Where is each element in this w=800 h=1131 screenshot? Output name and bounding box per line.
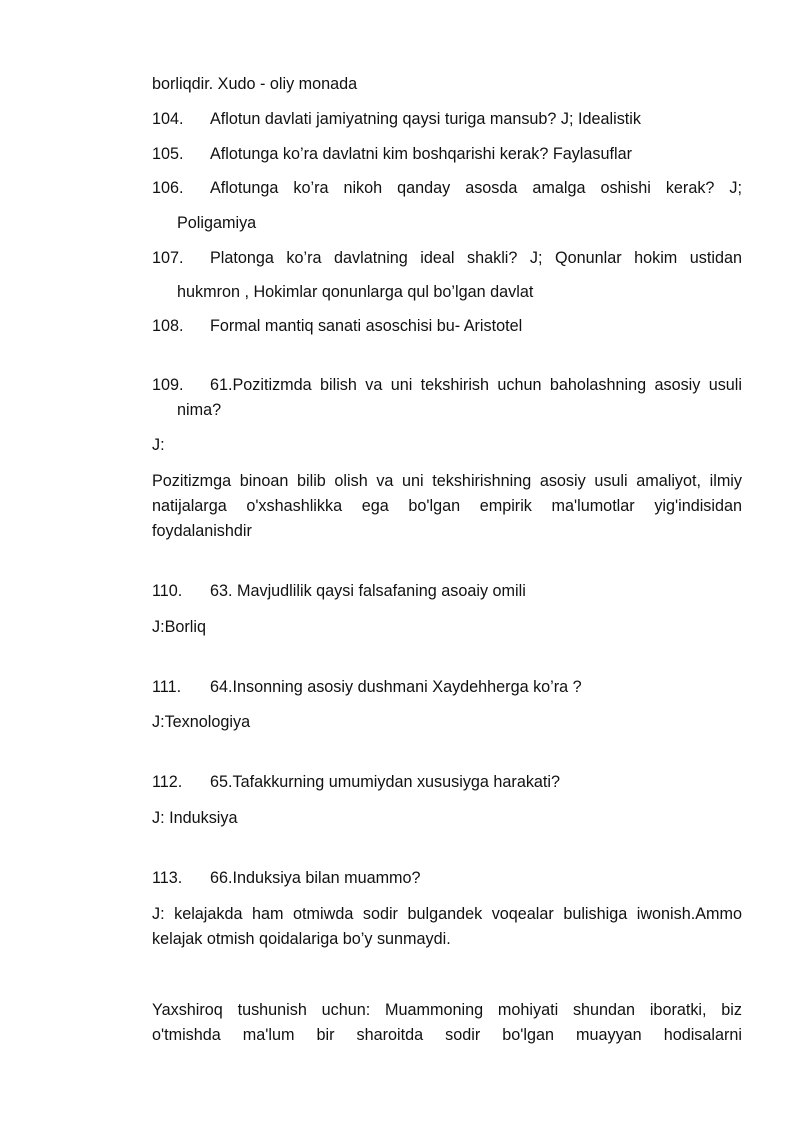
item-number: 105. — [152, 145, 184, 163]
item-number: 109. — [152, 376, 184, 394]
item-text: 63. Mavjudlilik qaysi falsafaning asoaiy omili — [210, 582, 526, 600]
item-number: 107. — [152, 249, 184, 267]
item-continuation: Poligamiya — [177, 214, 257, 232]
intro-line: borliqdir. Xudo - oliy monada — [152, 75, 358, 93]
answer-line: J: kelajakda ham otmiwda sodir bulgandek voqealar bulishiga iwonish.Ammo — [152, 905, 742, 923]
answer-line: J:Borliq — [152, 618, 206, 636]
item-number: 112. — [152, 773, 183, 791]
answer-line: natijalarga o'xshashlikka ega bo'lgan empirik ma'lumotlar yig'indisidan — [152, 497, 742, 515]
answer-line: J: Induksiya — [152, 809, 238, 827]
answer-label: J: — [152, 436, 165, 454]
item-number: 108. — [152, 317, 184, 335]
explanation-line: Yaxshiroq tushunish uchun: Muammoning mohiyati shundan iboratki, biz — [152, 1001, 742, 1019]
item-continuation: nima? — [177, 401, 222, 419]
answer-line: Pozitizmga binoan bilib olish va uni tekshirishning asosiy usuli amaliyot, ilmiy — [152, 472, 742, 490]
item-continuation: hukmron , Hokimlar qonunlarga qul bo’lgan davlat — [177, 283, 534, 301]
item-text: Platonga ko’ra davlatning ideal shakli? J; Qonunlar hokim ustidan — [210, 249, 742, 267]
answer-line: foydalanishdir — [152, 522, 252, 540]
item-text: Formal mantiq sanati asoschisi bu- Aristotel — [210, 317, 523, 335]
item-text: Aflotunga ko’ra davlatni kim boshqarishi kerak? Faylasuflar — [210, 145, 632, 163]
explanation-line: o'tmishda ma'lum bir sharoitda sodir bo'lgan muayyan hodisalarni — [152, 1026, 742, 1044]
item-number: 113. — [152, 869, 183, 887]
item-text: Aflotunga ko’ra nikoh qanday asosda amalga oshishi kerak? J; — [210, 179, 742, 197]
item-number: 110. — [152, 582, 183, 600]
item-number: 104. — [152, 110, 184, 128]
item-text: 66.Induksiya bilan muammo? — [210, 869, 421, 887]
answer-line: kelajak otmish qoidalariga bo’y sunmaydi. — [152, 930, 451, 948]
item-number: 111. — [152, 678, 182, 696]
item-text: 65.Tafakkurning umumiydan xususiyga harakati? — [210, 773, 561, 791]
item-text: Aflotun davlati jamiyatning qaysi turiga mansub? J; Idealistik — [210, 110, 641, 128]
item-number: 106. — [152, 179, 184, 197]
item-text: 61.Pozitizmda bilish va uni tekshirish uchun baholashning asosiy usuli — [210, 376, 742, 394]
answer-line: J:Texnologiya — [152, 713, 251, 731]
item-text: 64.Insonning asosiy dushmani Xaydehherga ko’ra ? — [210, 678, 582, 696]
